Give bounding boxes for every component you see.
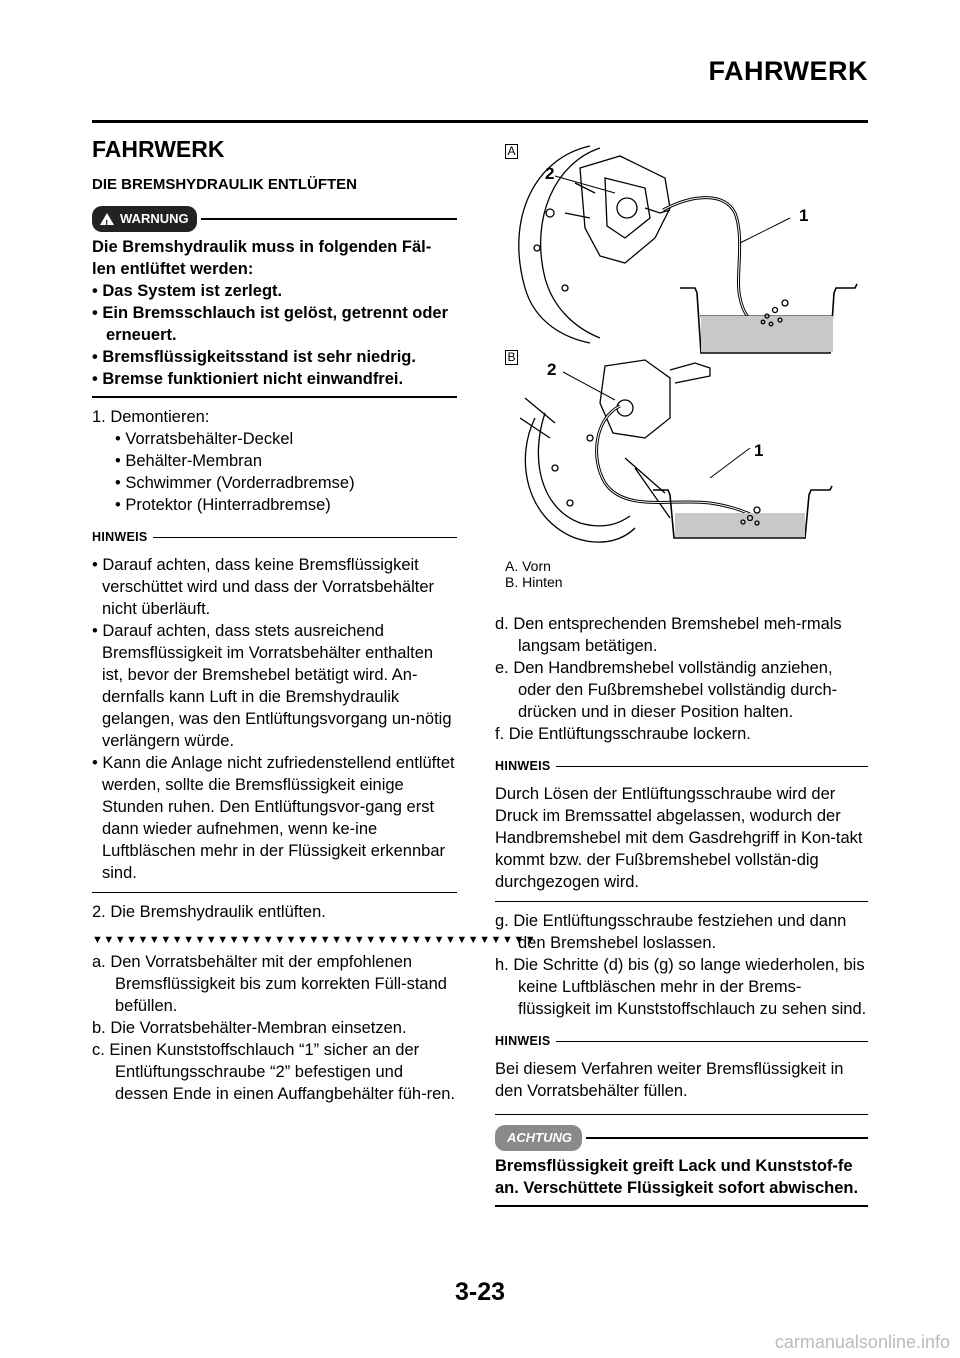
- note-1-end-rule: [92, 892, 457, 893]
- step-1-bullet: • Schwimmer (Vorderradbremse): [115, 474, 355, 492]
- note-1-bullet: • Kann die Anlage nicht zufriedenstellend entlüftet werden, sollte die Bremsflüssigkeit einige Stunden ruhen. Den Entlüftungsvor-gang erst dann wieder aufnehmen, wenn ke-ine Luftbläschen mehr in der Flüssigkeit erkennbar sind.: [92, 754, 455, 882]
- warning-header: [92, 206, 457, 232]
- note-2-end-rule: [495, 901, 868, 902]
- note-3-end-rule: [495, 1114, 868, 1115]
- warning-label: WARNUNG: [120, 211, 189, 226]
- page-number: 3-23: [454, 1278, 506, 1306]
- note-1-bullet: • Darauf achten, dass stets ausreichend Bremsflüssigkeit im Vorratsbehälter enthalten ist, bevor der Bremshebel betätigt wird. An-dernfalls kann Luft in die Bremshydraulik gelangen, was den Entlüftungsvorgang un-nötig verlängern würde.: [92, 622, 452, 750]
- substep-g: g. Die Entlüftungsschraube festziehen und dann den Bremshebel loslassen.: [495, 912, 847, 952]
- note-3-header: [495, 1030, 868, 1052]
- panel-a-label: A: [505, 144, 518, 159]
- substep-d: d. Den entsprechenden Bremshebel meh-rmals langsam betätigen.: [495, 615, 842, 655]
- callout-2-rear: 2: [547, 360, 557, 379]
- note-2-header: [495, 755, 868, 777]
- note-2-body: Durch Lösen der Entlüftungsschraube wird der Druck im Bremssattel abgelassen, wodurch der Handbremshebel mit dem Gasdrehgriff in Kon-takt kommt bzw. der Fußbremshebel vollstän-dig durchgezogen wird.: [495, 785, 863, 891]
- callout-1-front: 1: [799, 206, 809, 225]
- subsection-title: DIE BREMSHYDRAULIK ENTLÜFTEN: [92, 176, 357, 193]
- substep-c: c. Einen Kunststoffschlauch “1” sicher an der Entlüftungsschraube “2” befestigen und dessen Ende in einen Auffangbehälter füh-ren.: [92, 1041, 456, 1103]
- warning-intro-line-2: len entlüftet werden:: [92, 260, 254, 278]
- step-1-bullet: • Protektor (Hinterradbremse): [115, 496, 331, 514]
- caution-header: [495, 1125, 868, 1151]
- brake-bleeding-figure: [495, 138, 868, 598]
- figure-caption-b: B. Hinten: [505, 574, 563, 590]
- figure-caption-a: A. Vorn: [505, 558, 551, 574]
- note-3-body: Bei diesem Verfahren weiter Bremsflüssigkeit in den Vorratsbehälter füllen.: [495, 1060, 844, 1100]
- step-1-title: 1. Demontieren:: [92, 408, 210, 426]
- callout-1-rear: 1: [754, 441, 764, 460]
- substep-e: e. Den Handbremshebel vollständig anziehen, oder den Fußbremshebel vollständig durch-drücken und in dieser Position halten.: [495, 659, 838, 721]
- warning-end-rule: [92, 396, 457, 398]
- note-label: HINWEIS: [495, 759, 551, 773]
- panel-b-label: B: [505, 350, 518, 365]
- watermark: carmanualsonline.info: [774, 1332, 950, 1352]
- note-1-body: [92, 554, 457, 884]
- step-1: [92, 406, 457, 516]
- caution-badge: ACHTUNG: [495, 1125, 582, 1151]
- warning-bullet: • Bremsflüssigkeitsstand ist sehr niedrig.: [92, 348, 416, 366]
- callout-2-front: 2: [545, 164, 555, 183]
- warning-badge: [92, 206, 197, 232]
- header-rule: [92, 120, 868, 123]
- procedure-start-marker: ▼▼▼▼▼▼▼▼▼▼▼▼▼▼▼▼▼▼▼▼▼▼▼▼▼▼▼▼▼▼▼▼▼▼▼▼▼▼▼: [92, 934, 537, 946]
- note-1-bullet: • Darauf achten, dass keine Bremsflüssigkeit verschüttet wird und dass der Vorratsbehälter nicht überläuft.: [92, 556, 435, 618]
- warning-bullet: • Ein Bremsschlauch ist gelöst, getrennt oder erneuert.: [92, 304, 449, 344]
- substeps-left: [92, 951, 457, 1105]
- step-2-title: 2. Die Bremshydraulik entlüften.: [92, 903, 326, 921]
- caution-end-rule: [495, 1205, 868, 1207]
- warning-intro-line-1: Die Bremshydraulik muss in folgenden Fäl-: [92, 238, 432, 256]
- note-label: HINWEIS: [92, 530, 148, 544]
- note-1-header: [92, 526, 457, 548]
- caution-rule: [586, 1137, 868, 1139]
- substep-a: a. Den Vorratsbehälter mit der empfohlenen Bremsflüssigkeit bis zum korrekten Füll-stand befüllen.: [92, 953, 447, 1015]
- warning-rule: [201, 218, 457, 220]
- warning-bullet: • Bremse funktioniert nicht einwandfrei.: [92, 370, 404, 388]
- note-rule: [556, 766, 868, 767]
- warning-body: [92, 236, 457, 390]
- note-label: HINWEIS: [495, 1034, 551, 1048]
- rear-brake-drawing: [520, 360, 832, 542]
- note-rule: [556, 1041, 868, 1042]
- substep-b: b. Die Vorratsbehälter-Membran einsetzen.: [92, 1019, 407, 1037]
- note-rule: [153, 537, 457, 538]
- warning-icon: !: [100, 213, 114, 225]
- right-column: [495, 613, 868, 1215]
- running-header: FAHRWERK: [708, 56, 868, 86]
- substep-f: f. Die Entlüftungsschraube lockern.: [495, 725, 751, 743]
- figure-drawing: [495, 138, 868, 578]
- step-1-bullet: • Behälter-Membran: [115, 452, 263, 470]
- warning-bullet: • Das System ist zerlegt.: [92, 282, 283, 300]
- step-1-bullet: • Vorratsbehälter-Deckel: [115, 430, 294, 448]
- section-title: FAHRWERK: [92, 136, 225, 162]
- caution-body: Bremsflüssigkeit greift Lack und Kunststof-fe an. Verschüttete Flüssigkeit sofort abwischen.: [495, 1157, 859, 1197]
- substep-h: h. Die Schritte (d) bis (g) so lange wiederholen, bis keine Luftbläschen mehr in der Brems-flüssigkeit im Kunststoffschlauch zu sehen sind.: [495, 956, 867, 1018]
- front-brake-drawing: [519, 146, 857, 353]
